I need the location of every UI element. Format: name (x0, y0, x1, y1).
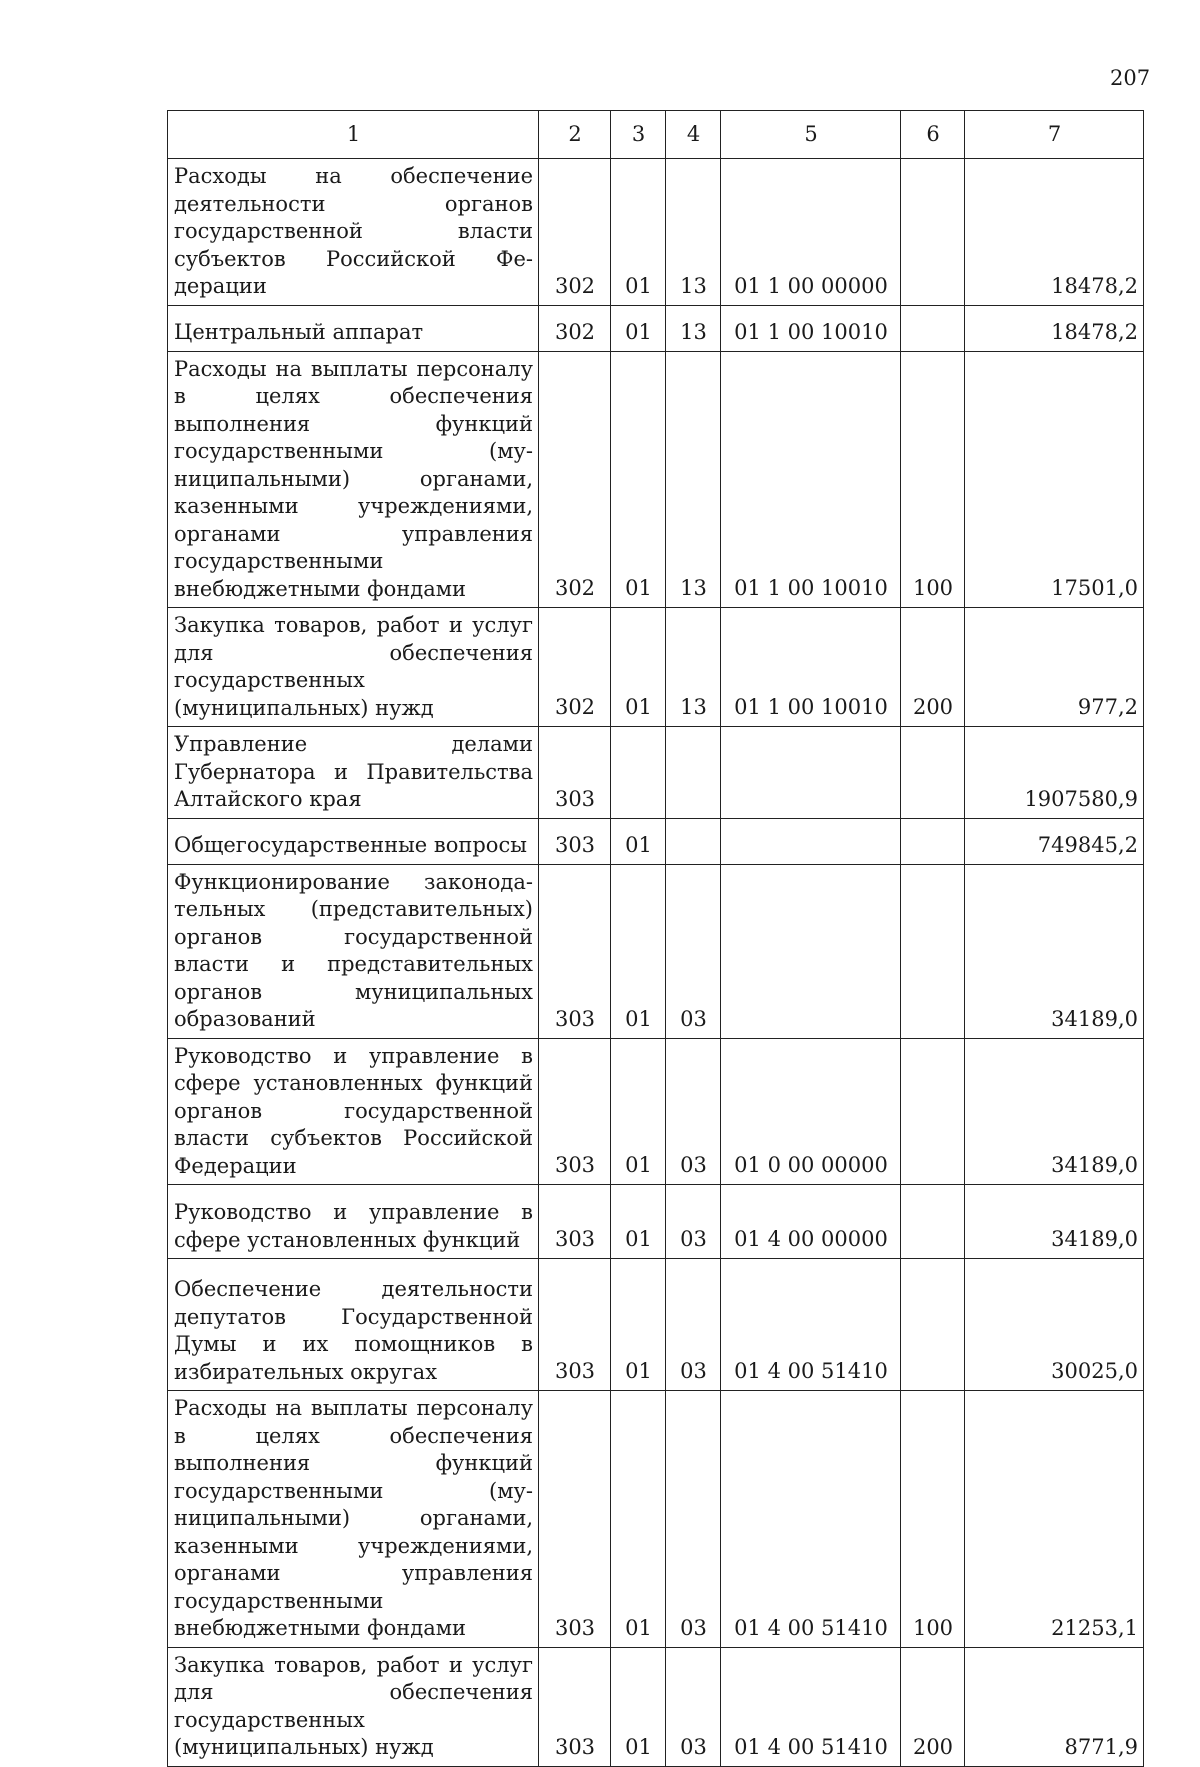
admin-code: 303 (539, 727, 611, 819)
admin-code: 303 (539, 1391, 611, 1648)
subsection-code: 13 (666, 351, 721, 608)
admin-code: 303 (539, 864, 611, 1038)
target-code: 01 4 00 00000 (721, 1185, 901, 1259)
amount: 30025,0 (965, 1259, 1144, 1391)
admin-code: 303 (539, 1647, 611, 1766)
expense-name: Управление делами Губернатора и Правительства Алтайского края (168, 727, 539, 819)
admin-code: 303 (539, 818, 611, 864)
section-code: 01 (611, 608, 666, 727)
expense-type-code (901, 1185, 965, 1259)
amount: 34189,0 (965, 1038, 1144, 1185)
header-cell: 4 (666, 111, 721, 159)
expense-type-code: 100 (901, 351, 965, 608)
amount: 34189,0 (965, 864, 1144, 1038)
expense-type-code (901, 1259, 965, 1391)
expense-name: Закупка товаров, работ и услуг для обеспечения государственных (муниципальных) нужд (168, 608, 539, 727)
subsection-code: 13 (666, 305, 721, 351)
table-row (168, 1185, 1144, 1259)
subsection-code: 03 (666, 1391, 721, 1648)
expense-type-code (901, 818, 965, 864)
table-row (168, 727, 1144, 819)
header-cell: 7 (965, 111, 1144, 159)
amount: 17501,0 (965, 351, 1144, 608)
section-code: 01 (611, 864, 666, 1038)
section-code: 01 (611, 305, 666, 351)
expense-type-code (901, 727, 965, 819)
table-row (168, 818, 1144, 864)
subsection-code: 03 (666, 864, 721, 1038)
target-code: 01 4 00 51410 (721, 1647, 901, 1766)
amount: 18478,2 (965, 305, 1144, 351)
expense-name: Центральный аппарат (168, 305, 539, 351)
admin-code: 303 (539, 1259, 611, 1391)
expense-name: Обеспечение деятельности депутатов Государственной Думы и их помощников в избирательных округах (168, 1259, 539, 1391)
header-cell: 1 (168, 111, 539, 159)
amount: 21253,1 (965, 1391, 1144, 1648)
subsection-code: 13 (666, 159, 721, 306)
expense-name: Общегосударственные вопросы (168, 818, 539, 864)
header-row (168, 111, 1144, 159)
section-code: 01 (611, 159, 666, 306)
admin-code: 302 (539, 351, 611, 608)
admin-code: 302 (539, 608, 611, 727)
target-code: 01 4 00 51410 (721, 1259, 901, 1391)
budget-table (167, 110, 1144, 1767)
amount: 749845,2 (965, 818, 1144, 864)
table-row (168, 1259, 1144, 1391)
section-code: 01 (611, 818, 666, 864)
subsection-code (666, 818, 721, 864)
admin-code: 303 (539, 1185, 611, 1259)
section-code: 01 (611, 351, 666, 608)
expense-name: Руководство и управление в сфере установленных функций органов государственной власти субъектов Российской Федерации (168, 1038, 539, 1185)
target-code (721, 864, 901, 1038)
expense-name: Расходы на выплаты персоналу в целях обеспечения выполнения функций государственными (муниципальными) органами, казенными учреждениями, органами управления государственными внебюджетными фондами (168, 1391, 539, 1648)
expense-name: Закупка товаров, работ и услуг для обеспечения государственных (муниципальных) нужд (168, 1647, 539, 1766)
expense-type-code: 100 (901, 1391, 965, 1648)
target-code: 01 1 00 10010 (721, 608, 901, 727)
subsection-code: 03 (666, 1038, 721, 1185)
table-row (168, 351, 1144, 608)
admin-code: 302 (539, 305, 611, 351)
subsection-code: 03 (666, 1185, 721, 1259)
target-code: 01 1 00 00000 (721, 159, 901, 306)
table-row (168, 1647, 1144, 1766)
admin-code: 303 (539, 1038, 611, 1185)
subsection-code: 03 (666, 1647, 721, 1766)
amount: 1907580,9 (965, 727, 1144, 819)
expense-name: Расходы на обеспечение деятельности органов государственной власти субъектов Российской Федерации (168, 159, 539, 306)
expense-type-code (901, 864, 965, 1038)
table-row (168, 864, 1144, 1038)
table-row (168, 159, 1144, 306)
target-code: 01 0 00 00000 (721, 1038, 901, 1185)
expense-name: Функционирование законодательных (представительных) органов государственной власти и представительных органов муниципальных образований (168, 864, 539, 1038)
subsection-code: 13 (666, 608, 721, 727)
subsection-code (666, 727, 721, 819)
amount: 18478,2 (965, 159, 1144, 306)
table-row (168, 608, 1144, 727)
expense-name: Расходы на выплаты персоналу в целях обеспечения выполнения функций государственными (муниципальными) органами, казенными учреждениями, органами управления государственными внебюджетными фондами (168, 351, 539, 608)
expense-type-code: 200 (901, 608, 965, 727)
table-row (168, 1391, 1144, 1648)
admin-code: 302 (539, 159, 611, 306)
section-code: 01 (611, 1391, 666, 1648)
section-code (611, 727, 666, 819)
header-cell: 6 (901, 111, 965, 159)
target-code: 01 1 00 10010 (721, 305, 901, 351)
expense-name: Руководство и управление в сфере установленных функций (168, 1185, 539, 1259)
section-code: 01 (611, 1259, 666, 1391)
page-number: 207 (1110, 66, 1151, 90)
section-code: 01 (611, 1185, 666, 1259)
target-code (721, 818, 901, 864)
target-code: 01 1 00 10010 (721, 351, 901, 608)
section-code: 01 (611, 1038, 666, 1185)
section-code: 01 (611, 1647, 666, 1766)
expense-type-code (901, 305, 965, 351)
target-code (721, 727, 901, 819)
header-cell: 2 (539, 111, 611, 159)
expense-type-code (901, 1038, 965, 1185)
amount: 8771,9 (965, 1647, 1144, 1766)
expense-type-code (901, 159, 965, 306)
table-row (168, 1038, 1144, 1185)
header-cell: 3 (611, 111, 666, 159)
header-cell: 5 (721, 111, 901, 159)
amount: 977,2 (965, 608, 1144, 727)
target-code: 01 4 00 51410 (721, 1391, 901, 1648)
expense-type-code: 200 (901, 1647, 965, 1766)
amount: 34189,0 (965, 1185, 1144, 1259)
table-row (168, 305, 1144, 351)
subsection-code: 03 (666, 1259, 721, 1391)
